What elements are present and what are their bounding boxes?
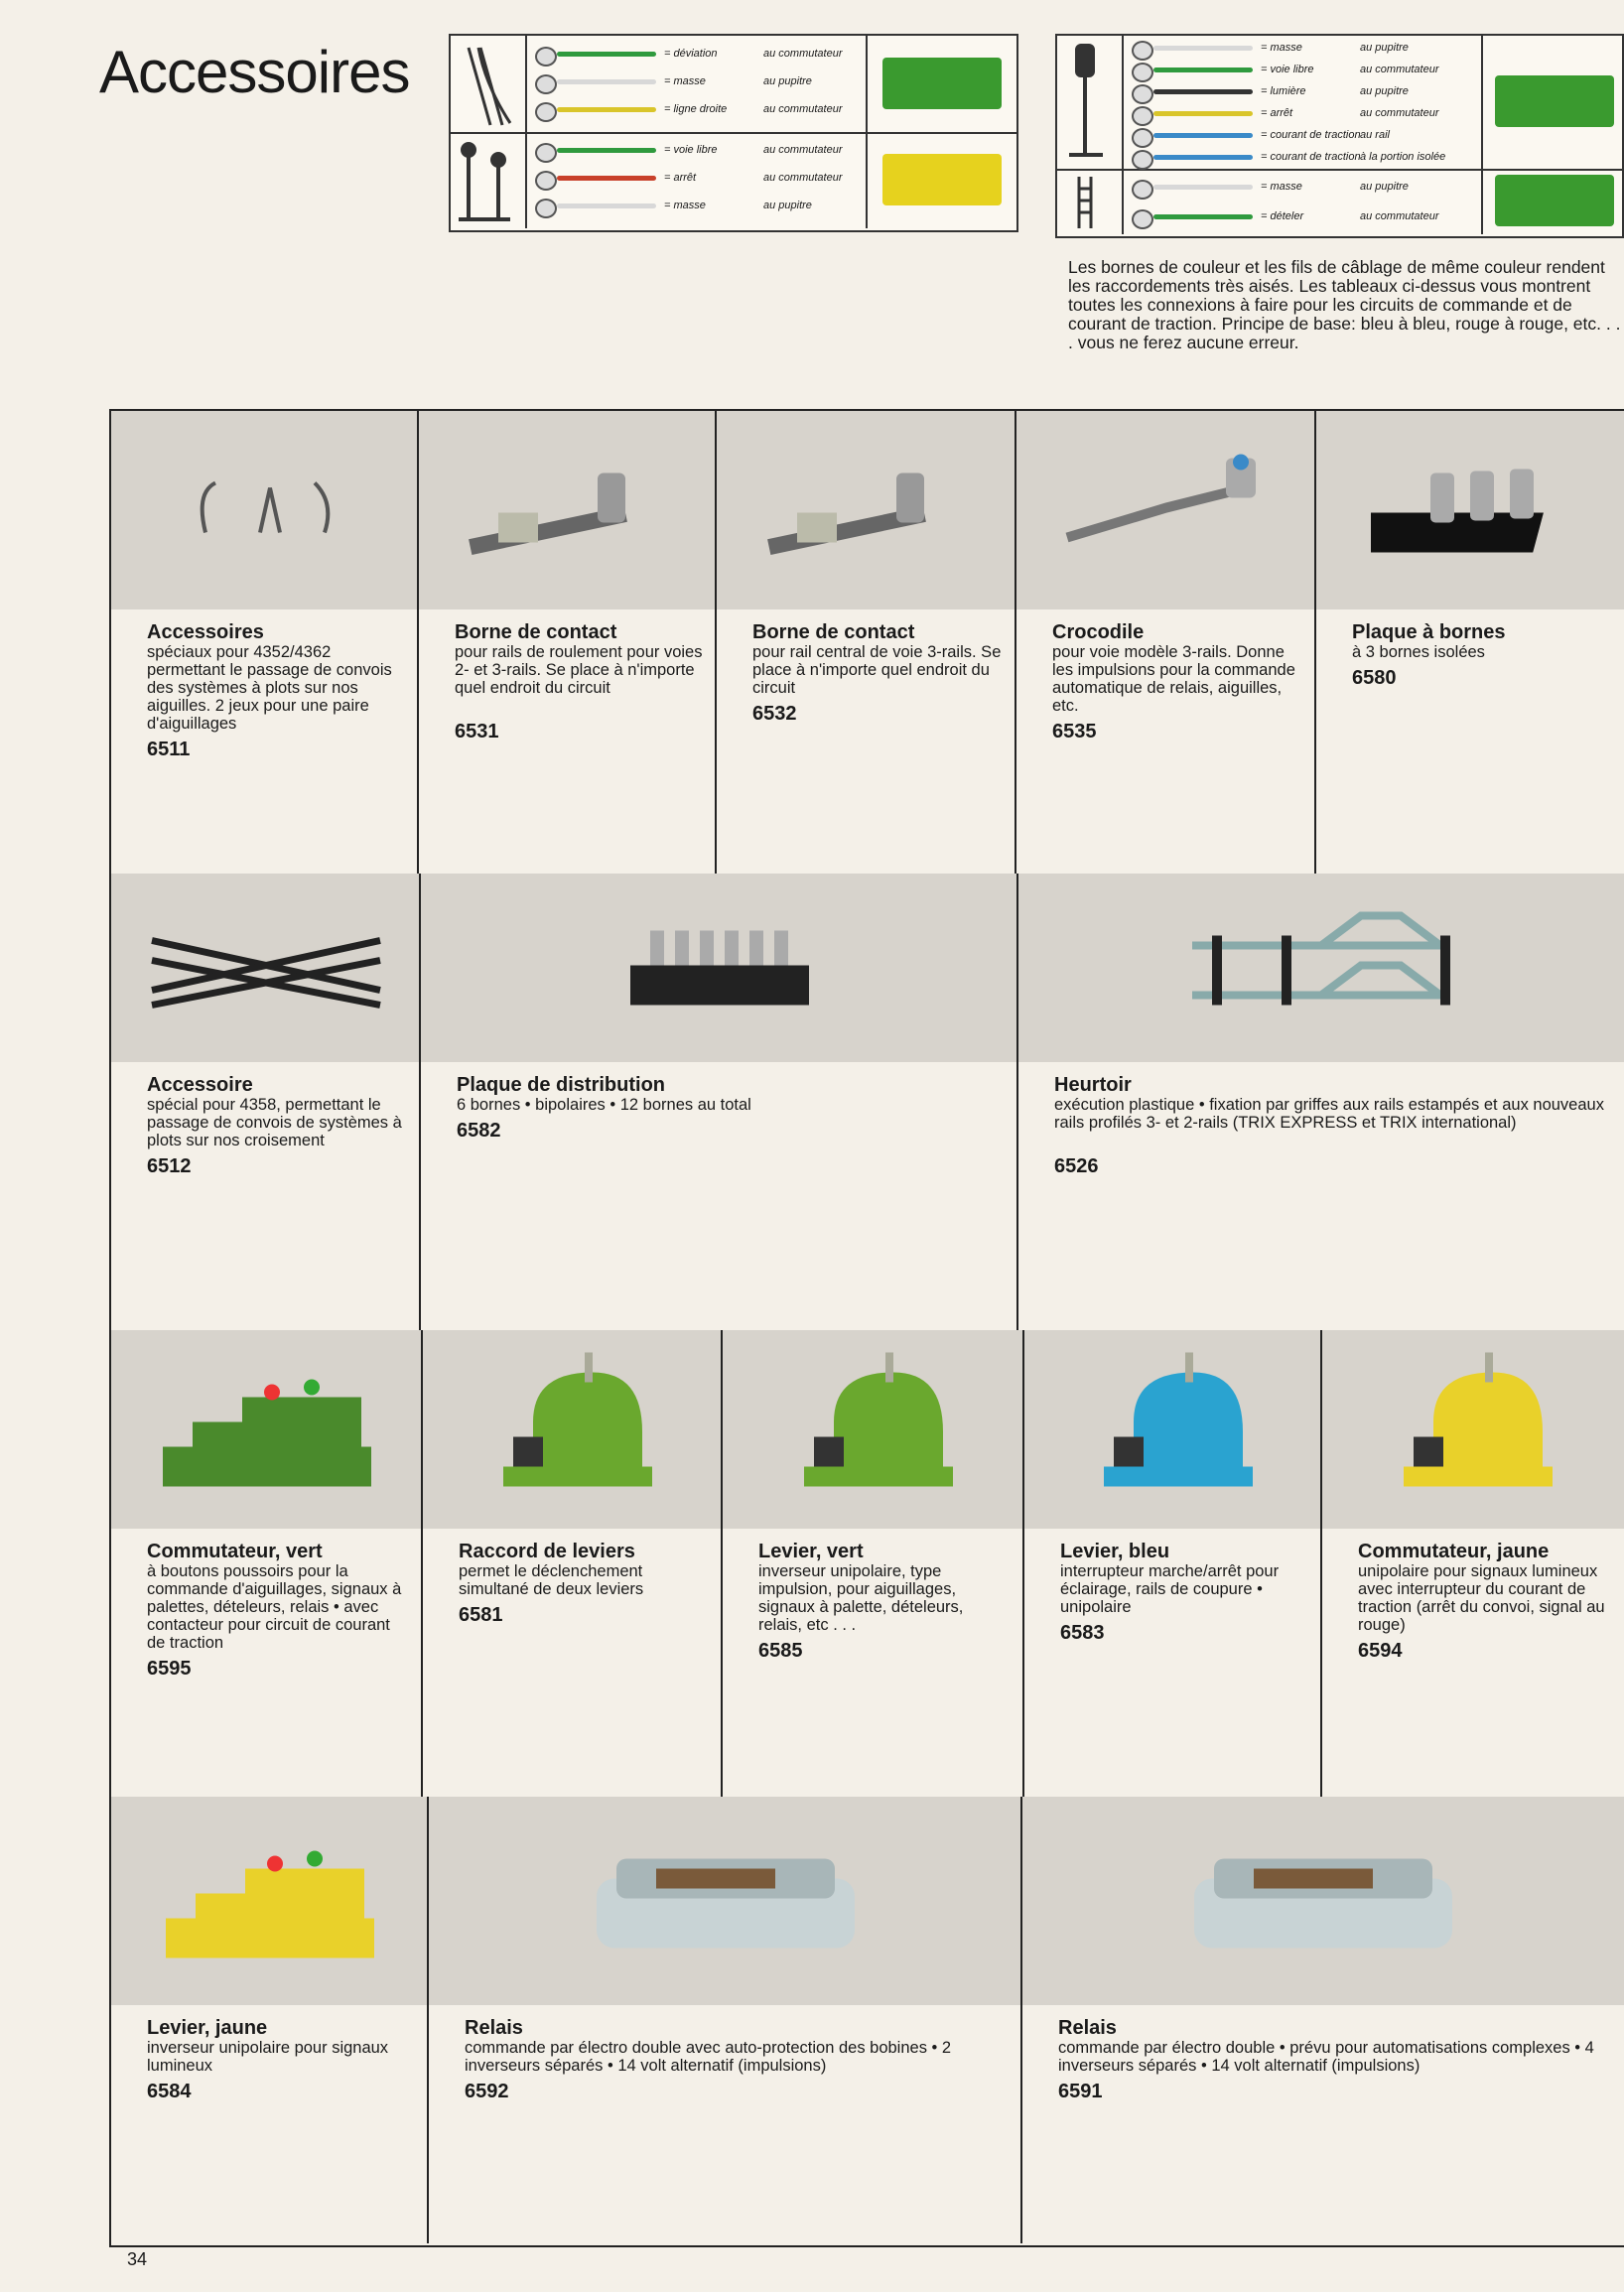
wire-destination: au pupitre — [763, 200, 812, 211]
wiring-row-turnout — [451, 36, 1016, 134]
signal-icon — [451, 132, 527, 228]
product-number: 6531 — [455, 721, 499, 742]
product-title: Relais — [465, 2017, 523, 2039]
terminal-icon — [1132, 106, 1153, 126]
terminal-icon — [1132, 84, 1153, 104]
terminal-icon — [535, 47, 557, 67]
product-title: Commutateur, vert — [147, 1541, 323, 1562]
wiring-table-left — [449, 34, 1018, 232]
product-title: Plaque à bornes — [1352, 621, 1506, 643]
wiring-row-signal — [451, 132, 1016, 228]
wire-destination: au commutateur — [763, 144, 843, 156]
wire-line — [557, 148, 656, 153]
product-description: pour voie modèle 3-rails. Donne les impulsions pour la commande automatique de relais, aiguilles, etc. — [1052, 643, 1295, 715]
croco-icon — [1047, 449, 1286, 573]
product-number: 6511 — [147, 739, 191, 760]
product-cell-6585 — [723, 1330, 1024, 1797]
lever-icon — [1374, 1353, 1572, 1507]
product-cell-6594 — [1322, 1330, 1624, 1797]
page-number: 34 — [127, 2249, 148, 2269]
product-cell-6531 — [419, 411, 717, 874]
product-photo — [421, 874, 1018, 1062]
wire-destination: au pupitre — [1360, 85, 1409, 97]
product-title: Accessoire — [147, 1074, 253, 1096]
product-photo — [1322, 1330, 1624, 1529]
connector-plate-green — [1481, 169, 1622, 234]
product-description: spécial pour 4358, permettant le passage de convois de systèmes à plots sur nos croisement — [147, 1096, 402, 1149]
plate-icon — [1495, 175, 1614, 226]
lever-icon — [774, 1353, 973, 1507]
wire-line — [557, 107, 656, 112]
product-description: unipolaire pour signaux lumineux avec interrupteur du courant de traction (arrêt du convoi, signal au rouge) — [1358, 1562, 1605, 1634]
wire-line — [1153, 185, 1253, 190]
wire-destination: au rail — [1360, 129, 1390, 141]
intro-text: Les bornes de couleur et les fils de câblage de même couleur rendent les raccordements très aisés. Les tableaux ci-dessus vous montrent toutes les connexions à faire pour les circuits de commande et de courant de traction. Principe de base: bleu à bleu, rouge à rouge, etc. . . . vous ne ferez aucune erreur. — [1068, 257, 1621, 352]
wire-label: = masse — [664, 200, 706, 211]
buffer-icon — [1172, 896, 1470, 1040]
product-description: inverseur unipolaire pour signaux lumineux — [147, 2039, 389, 2075]
wire-line — [1153, 111, 1253, 116]
product-photo — [1018, 874, 1624, 1062]
product-number: 6535 — [1052, 721, 1097, 742]
wire-label: = arrêt — [664, 172, 697, 184]
product-title: Relais — [1058, 2017, 1117, 2039]
light-signal-icon — [1057, 36, 1124, 169]
wire-destination: au commutateur — [763, 172, 843, 184]
wire-destination: au pupitre — [763, 75, 812, 87]
wire-label: = masse — [1261, 181, 1302, 193]
terminal-icon — [535, 143, 557, 163]
product-number: 6526 — [1054, 1155, 1099, 1177]
wire-line — [557, 176, 656, 181]
page-title: Accessoires — [99, 39, 410, 105]
terminal-icon — [1132, 41, 1153, 61]
wire-destination: au commutateur — [763, 48, 843, 60]
wire-line — [1153, 155, 1253, 160]
product-description: à 3 bornes isolées — [1352, 643, 1485, 661]
product-number: 6591 — [1058, 2081, 1103, 2102]
wire-label: = courant de traction — [1261, 151, 1361, 163]
product-photo — [419, 411, 717, 609]
terminal-icon — [535, 171, 557, 191]
product-description: permet le déclenchement simultané de deux leviers — [459, 1562, 644, 1598]
product-title: Heurtoir — [1054, 1074, 1132, 1096]
product-description: interrupteur marche/arrêt pour éclairage, rails de coupure • unipolaire — [1060, 1562, 1280, 1616]
wiring-table-right — [1055, 34, 1624, 238]
product-title: Borne de contact — [752, 621, 915, 643]
product-description: commande par électro double • prévu pour automatisations complexes • 4 inverseurs séparés • 14 volt alternatif (impulsions) — [1058, 2039, 1594, 2075]
wire-destination: au commutateur — [763, 103, 843, 115]
wire-destination: au commutateur — [1360, 107, 1439, 119]
wire-label: = déviation — [664, 48, 718, 60]
product-cell-6582 — [421, 874, 1018, 1330]
product-title: Plaque de distribution — [457, 1074, 666, 1096]
wire-destination: au commutateur — [1360, 64, 1439, 75]
product-number: 6594 — [1358, 1640, 1403, 1662]
connector-plate-green — [1481, 36, 1622, 169]
product-photo — [423, 1330, 723, 1529]
contact-icon — [459, 454, 677, 568]
product-cell-6580 — [1316, 411, 1624, 874]
product-number: 6580 — [1352, 667, 1397, 689]
product-description: pour rail central de voie 3-rails. Se place à n'importe quel endroit du circuit — [752, 643, 1002, 697]
turnout-icon — [451, 36, 527, 132]
wire-label: = courant de traction — [1261, 129, 1361, 141]
product-cell-6511 — [111, 411, 419, 874]
product-cell-6532 — [717, 411, 1016, 874]
product-description: commande par électro double avec auto-protection des bobines • 2 inverseurs séparés • 14 volt alternatif (impulsions) — [465, 2039, 952, 2075]
plate-icon — [1495, 75, 1614, 127]
connector-plate-green — [866, 36, 1016, 132]
wire-label: = masse — [1261, 42, 1302, 54]
product-photo — [717, 411, 1016, 609]
wire-label: = masse — [664, 75, 706, 87]
wire-line — [557, 79, 656, 84]
product-photo — [1022, 1797, 1624, 2005]
product-description: 6 bornes • bipolaires • 12 bornes au total — [457, 1096, 751, 1114]
terminal-icon — [535, 102, 557, 122]
product-cell-6591 — [1022, 1797, 1624, 2243]
wiring-row-uncoupler — [1057, 169, 1622, 234]
lever-icon — [474, 1353, 672, 1507]
contact2-icon — [757, 454, 976, 568]
wire-label: = lumière — [1261, 85, 1306, 97]
product-number: 6584 — [147, 2081, 192, 2102]
product-photo — [723, 1330, 1024, 1529]
product-description: inverseur unipolaire, type impulsion, pour aiguillages, signaux à palette, dételeurs, relais, etc . . . — [758, 1562, 964, 1634]
wire-line — [1153, 214, 1253, 219]
wire-label: = arrêt — [1261, 107, 1293, 119]
product-number: 6581 — [459, 1604, 503, 1626]
terminal-icon — [1132, 128, 1153, 148]
product-title: Commutateur, jaune — [1358, 1541, 1550, 1562]
product-number: 6583 — [1060, 1622, 1105, 1644]
product-description: à boutons poussoirs pour la commande d'aiguillages, signaux à palettes, dételeurs, relais • avec contacteur pour circuit de courant de traction — [147, 1562, 402, 1652]
relay2-icon — [1184, 1839, 1462, 1963]
wire-label: = voie libre — [1261, 64, 1314, 75]
wire-label: = voie libre — [664, 144, 718, 156]
plate3-icon — [1371, 454, 1569, 568]
clips-icon — [186, 473, 344, 548]
wire-destination: au pupitre — [1360, 42, 1409, 54]
product-description: spéciaux pour 4352/4362 permettant le passage de convois des systèmes à plots sur nos aiguilles. 2 jeux pour une paire d'aiguillages — [147, 643, 392, 733]
product-number: 6582 — [457, 1120, 501, 1142]
wire-destination: au commutateur — [1360, 210, 1439, 222]
switch-yellow-icon — [156, 1829, 384, 1973]
product-title: Accessoires — [147, 621, 264, 643]
wire-line — [557, 203, 656, 208]
product-cell-6526 — [1018, 874, 1624, 1330]
product-photo — [111, 874, 421, 1062]
terminal-icon — [1132, 180, 1153, 200]
wire-label: = dételer — [1261, 210, 1304, 222]
product-number: 6532 — [752, 703, 797, 725]
terminal-icon — [1132, 209, 1153, 229]
product-cell-6512 — [111, 874, 421, 1330]
wire-label: = ligne droite — [664, 103, 728, 115]
product-cell-6535 — [1016, 411, 1316, 874]
product-number: 6585 — [758, 1640, 803, 1662]
product-title: Levier, bleu — [1060, 1541, 1170, 1562]
product-title: Raccord de leviers — [459, 1541, 635, 1562]
plate-icon — [882, 154, 1002, 205]
product-photo — [1024, 1330, 1322, 1529]
product-title: Crocodile — [1052, 621, 1145, 643]
product-photo — [111, 1330, 423, 1529]
product-cell-6584 — [111, 1797, 429, 2243]
dist-icon — [620, 911, 819, 1025]
product-photo — [429, 1797, 1022, 2005]
wiring-row-light-signal — [1057, 36, 1622, 171]
wire-destination: au pupitre — [1360, 181, 1409, 193]
wire-line — [1153, 89, 1253, 94]
product-number: 6595 — [147, 1658, 192, 1680]
product-title: Levier, jaune — [147, 2017, 268, 2039]
product-photo — [111, 411, 419, 609]
product-title: Borne de contact — [455, 621, 617, 643]
plate-icon — [882, 58, 1002, 109]
wire-line — [1153, 133, 1253, 138]
product-photo — [1316, 411, 1624, 609]
wire-line — [557, 52, 656, 57]
cross-icon — [142, 911, 390, 1025]
lever-icon — [1074, 1353, 1273, 1507]
switch-green-icon — [153, 1358, 381, 1502]
product-number: 6592 — [465, 2081, 509, 2102]
product-cell-6581 — [423, 1330, 723, 1797]
product-title: Levier, vert — [758, 1541, 864, 1562]
product-number: 6512 — [147, 1155, 192, 1177]
connector-plate-yellow — [866, 132, 1016, 228]
wire-destination: à la portion isolée — [1360, 151, 1446, 163]
terminal-icon — [535, 199, 557, 218]
product-cell-6592 — [429, 1797, 1022, 2243]
product-description: pour rails de roulement pour voies 2- et 3-rails. Se place à n'importe quel endroit du circuit — [455, 643, 703, 697]
wire-line — [1153, 46, 1253, 51]
terminal-icon — [535, 74, 557, 94]
terminal-icon — [1132, 63, 1153, 82]
relay-icon — [587, 1839, 865, 1963]
uncoupler-icon — [1057, 169, 1124, 234]
product-cell-6595 — [111, 1330, 423, 1797]
product-photo — [1016, 411, 1316, 609]
product-description: exécution plastique • fixation par griffes aux rails estampés et aux nouveaux rails profilés 3- et 2-rails (TRIX EXPRESS et TRIX international) — [1054, 1096, 1604, 1132]
product-cell-6583 — [1024, 1330, 1322, 1797]
wire-line — [1153, 67, 1253, 72]
terminal-icon — [1132, 150, 1153, 170]
product-photo — [111, 1797, 429, 2005]
